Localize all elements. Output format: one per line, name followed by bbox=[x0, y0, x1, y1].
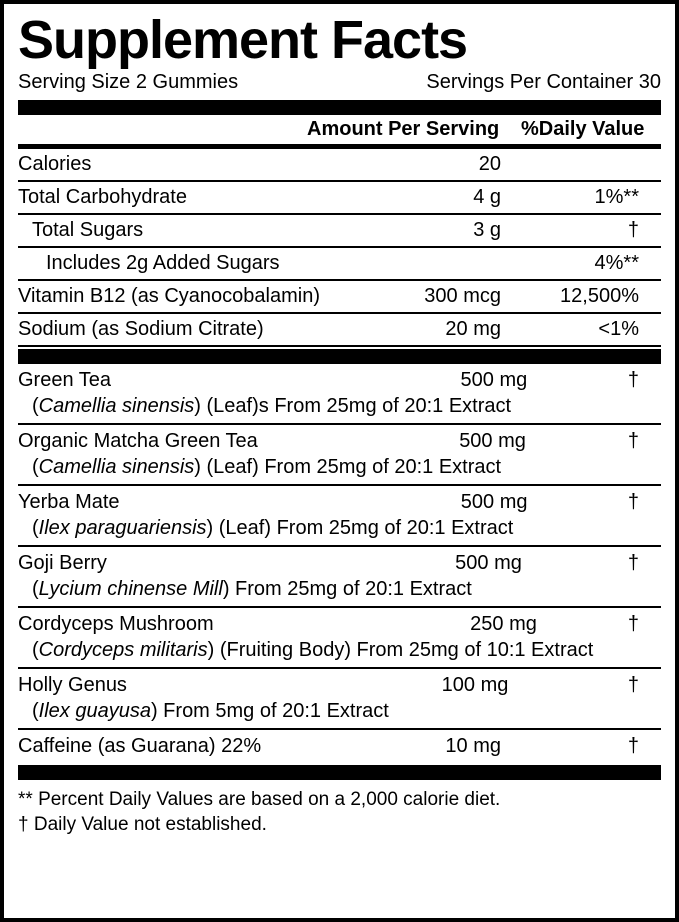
botanical-daily-value: † bbox=[627, 551, 639, 574]
nutrient-row bbox=[18, 215, 661, 246]
serving-info-row bbox=[18, 71, 661, 98]
botanical-name: Organic Matcha Green Tea bbox=[18, 429, 258, 452]
nutrient-name: Vitamin B12 (as Cyanocobalamin) bbox=[18, 284, 321, 307]
botanical-text bbox=[18, 551, 472, 601]
divider-thick-bottom bbox=[18, 765, 661, 780]
botanical-latin-name: Camellia sinensis bbox=[38, 394, 195, 417]
nutrient-row bbox=[18, 248, 661, 279]
botanical-amount: 500 mg bbox=[460, 490, 528, 513]
botanical-amount: 500 mg bbox=[460, 368, 528, 391]
nutrient-amount: 300 mcg bbox=[424, 284, 501, 307]
botanical-daily-value: † bbox=[627, 490, 639, 513]
botanical-row bbox=[18, 364, 661, 423]
botanical-text bbox=[18, 673, 389, 723]
botanical-amount: 100 mg bbox=[441, 673, 509, 696]
botanical-text bbox=[18, 735, 351, 758]
nutrient-name: Sodium (as Sodium Citrate) bbox=[18, 317, 264, 340]
botanical-amount: 500 mg bbox=[459, 429, 526, 452]
botanical-row bbox=[18, 425, 661, 484]
nutrient-row bbox=[18, 314, 661, 345]
botanical-row bbox=[18, 669, 661, 728]
botanical-name: Cordyceps Mushroom bbox=[18, 612, 214, 635]
footnote: ** Percent Daily Values are based on a 2,000 calorie diet. bbox=[18, 788, 501, 810]
botanical-daily-value: † bbox=[627, 368, 640, 391]
nutrient-row bbox=[18, 281, 661, 312]
botanical-name: Holly Genus bbox=[18, 673, 127, 696]
footnote: † Daily Value not established. bbox=[18, 814, 267, 836]
botanical-row bbox=[18, 730, 661, 763]
botanical-source: (Lycium chinense Mill) From 25mg of 20:1 Extract bbox=[32, 577, 472, 600]
botanical-latin-name: Lycium chinense Mill bbox=[38, 577, 223, 600]
nutrient-row bbox=[18, 182, 661, 213]
nutrient-name: Calories bbox=[18, 152, 92, 175]
column-headers bbox=[18, 115, 661, 144]
nutrient-daily-value: <1% bbox=[598, 317, 639, 340]
botanical-row bbox=[18, 608, 661, 667]
serving-size: Serving Size 2 Gummies bbox=[18, 70, 239, 93]
divider-thick-middle bbox=[18, 349, 661, 364]
nutrient-daily-value: 4%** bbox=[594, 251, 639, 274]
botanical-amount: 500 mg bbox=[455, 551, 522, 574]
nutrient-daily-value: 1%** bbox=[594, 185, 639, 208]
nutrient-daily-value: 12,500% bbox=[560, 284, 639, 307]
botanical-latin-name: Ilex paraguariensis bbox=[38, 516, 207, 539]
divider-thin bbox=[18, 345, 661, 347]
column-header-daily-value: %Daily Value bbox=[521, 117, 645, 140]
botanical-row bbox=[18, 486, 661, 545]
botanical-latin-name: Cordyceps militaris bbox=[38, 638, 208, 661]
nutrient-rows bbox=[18, 149, 661, 347]
nutrient-row bbox=[18, 149, 661, 180]
nutrient-amount: 3 g bbox=[473, 218, 501, 241]
botanical-source: (Camellia sinensis) (Leaf) From 25mg of 20:1 Extract bbox=[32, 455, 502, 478]
botanical-source: (Cordyceps militaris) (Fruiting Body) From 25mg of 10:1 Extract bbox=[32, 638, 594, 661]
nutrient-name: Total Sugars bbox=[32, 218, 144, 241]
nutrient-amount: 20 bbox=[478, 152, 501, 175]
botanical-name: Green Tea bbox=[18, 368, 112, 391]
nutrient-amount: 20 mg bbox=[445, 317, 501, 340]
botanical-name: Yerba Mate bbox=[18, 490, 120, 513]
botanical-daily-value: † bbox=[627, 673, 639, 696]
botanical-name: Goji Berry bbox=[18, 551, 107, 574]
nutrient-daily-value: † bbox=[627, 218, 639, 241]
column-header-amount: Amount Per Serving bbox=[307, 117, 500, 140]
nutrient-name: Total Carbohydrate bbox=[18, 185, 187, 208]
botanical-source: (Ilex guayusa) From 5mg of 20:1 Extract bbox=[32, 699, 389, 722]
botanical-rows bbox=[18, 364, 661, 763]
servings-per-container: Servings Per Container 30 bbox=[426, 70, 661, 93]
panel-title: Supplement Facts bbox=[18, 10, 468, 70]
botanical-amount: 250 mg bbox=[470, 612, 537, 635]
botanical-row bbox=[18, 547, 661, 606]
botanical-daily-value: † bbox=[627, 429, 639, 452]
divider-thick-top bbox=[18, 100, 661, 115]
botanical-source: (Ilex paraguariensis) (Leaf) From 25mg of 20:1 Extract bbox=[32, 516, 514, 539]
nutrient-amount: 4 g bbox=[473, 185, 501, 208]
botanical-daily-value: † bbox=[627, 734, 639, 757]
botanical-name: Caffeine (as Guarana) 22% bbox=[18, 734, 262, 757]
nutrient-name: Includes 2g Added Sugars bbox=[46, 251, 280, 274]
botanical-daily-value: † bbox=[627, 612, 640, 635]
botanical-amount: 10 mg bbox=[445, 734, 501, 757]
footnotes bbox=[18, 780, 661, 838]
botanical-latin-name: Ilex guayusa bbox=[38, 699, 151, 722]
botanical-source: (Camellia sinensis) (Leaf)s From 25mg of 20:1 Extract bbox=[32, 394, 512, 417]
botanical-latin-name: Camellia sinensis bbox=[38, 455, 195, 478]
